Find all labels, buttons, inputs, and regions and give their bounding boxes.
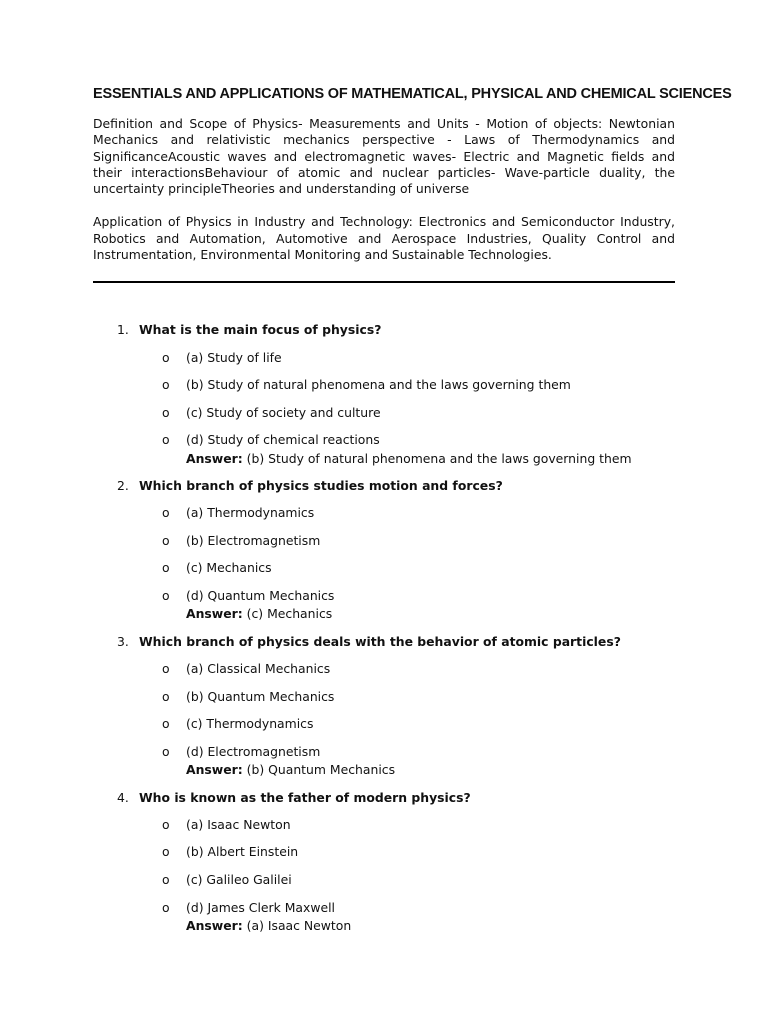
- bullet-icon: o: [162, 560, 170, 575]
- option-item: [162, 588, 334, 604]
- option-text: (d) Electromagnetism: [186, 744, 321, 759]
- horizontal-divider: [93, 281, 675, 283]
- option-text: (a) Study of life: [186, 350, 282, 365]
- option-text: (b) Albert Einstein: [186, 844, 299, 859]
- option-item: [162, 844, 298, 860]
- syllabus-paragraph: Definition and Scope of Physics- Measurements and Units - Motion of objects: Newtonian Mechanics and relativistic mechanics perspective - Laws of Thermodynamics and SignificanceAcoustic waves and electromagnetic waves- Electric and Magnetic fields and their interactionsBehaviour of atomic and nuclear particles- Wave-particle duality, the uncertainty principleTheories and understanding of universe: [93, 116, 675, 197]
- option-text: (c) Thermodynamics: [186, 716, 314, 731]
- bullet-icon: o: [162, 405, 170, 420]
- answer-text: (b) Quantum Mechanics: [246, 762, 396, 777]
- bullet-icon: o: [162, 377, 170, 392]
- question-1: [117, 322, 381, 338]
- answer-line: [186, 451, 632, 467]
- question-number: 3.: [117, 634, 129, 649]
- question-2: [117, 478, 503, 494]
- bullet-icon: o: [162, 588, 170, 603]
- applications-paragraph: Application of Physics in Industry and Technology: Electronics and Semiconductor Industry, Robotics and Automation, Automotive and Aerospace Industries, Quality Control and Instrumentation, Environmental Monitoring and Sustainable Technologies.: [93, 214, 675, 263]
- question-3: [117, 634, 621, 650]
- answer-label: Answer:: [186, 918, 243, 933]
- option-item: [162, 744, 320, 760]
- option-text: (b) Study of natural phenomena and the laws governing them: [186, 377, 571, 392]
- bullet-icon: o: [162, 844, 170, 859]
- bullet-icon: o: [162, 432, 170, 447]
- option-text: (a) Classical Mechanics: [186, 661, 331, 676]
- option-text: (b) Electromagnetism: [186, 533, 321, 548]
- bullet-icon: o: [162, 716, 170, 731]
- option-item: [162, 533, 320, 549]
- answer-label: Answer:: [186, 451, 243, 466]
- option-item: [162, 560, 272, 576]
- option-item: [162, 505, 314, 521]
- answer-label: Answer:: [186, 606, 243, 621]
- question-text: Which branch of physics deals with the behavior of atomic particles?: [139, 634, 621, 649]
- answer-text: (b) Study of natural phenomena and the laws governing them: [246, 451, 632, 466]
- option-item: [162, 377, 571, 393]
- option-item: [162, 817, 291, 833]
- bullet-icon: o: [162, 350, 170, 365]
- answer-text: (c) Mechanics: [246, 606, 333, 621]
- option-item: [162, 432, 380, 448]
- option-text: (c) Study of society and culture: [186, 405, 381, 420]
- answer-text: (a) Isaac Newton: [246, 918, 352, 933]
- question-number: 4.: [117, 790, 129, 805]
- option-text: (d) James Clerk Maxwell: [186, 900, 335, 915]
- question-number: 2.: [117, 478, 129, 493]
- answer-line: [186, 762, 395, 778]
- bullet-icon: o: [162, 533, 170, 548]
- option-text: (a) Thermodynamics: [186, 505, 315, 520]
- option-text: (c) Mechanics: [186, 560, 272, 575]
- option-text: (c) Galileo Galilei: [186, 872, 292, 887]
- option-item: [162, 900, 335, 916]
- option-item: [162, 350, 282, 366]
- option-item: [162, 716, 313, 732]
- question-4: [117, 790, 471, 806]
- answer-line: [186, 918, 351, 934]
- bullet-icon: o: [162, 817, 170, 832]
- document-title: ESSENTIALS AND APPLICATIONS OF MATHEMATICAL, PHYSICAL AND CHEMICAL SCIENCES: [93, 86, 732, 102]
- option-item: [162, 405, 381, 421]
- option-text: (d) Quantum Mechanics: [186, 588, 335, 603]
- bullet-icon: o: [162, 872, 170, 887]
- bullet-icon: o: [162, 689, 170, 704]
- bullet-icon: o: [162, 661, 170, 676]
- option-item: [162, 872, 292, 888]
- question-text: Who is known as the father of modern physics?: [139, 790, 471, 805]
- option-text: (b) Quantum Mechanics: [186, 689, 335, 704]
- option-item: [162, 689, 334, 705]
- question-number: 1.: [117, 322, 129, 337]
- option-text: (a) Isaac Newton: [186, 817, 291, 832]
- bullet-icon: o: [162, 744, 170, 759]
- option-text: (d) Study of chemical reactions: [186, 432, 380, 447]
- answer-line: [186, 606, 332, 622]
- document-header: [93, 86, 732, 283]
- question-text: What is the main focus of physics?: [139, 322, 382, 337]
- option-item: [162, 661, 330, 677]
- question-text: Which branch of physics studies motion and forces?: [139, 478, 503, 493]
- bullet-icon: o: [162, 505, 170, 520]
- bullet-icon: o: [162, 900, 170, 915]
- answer-label: Answer:: [186, 762, 243, 777]
